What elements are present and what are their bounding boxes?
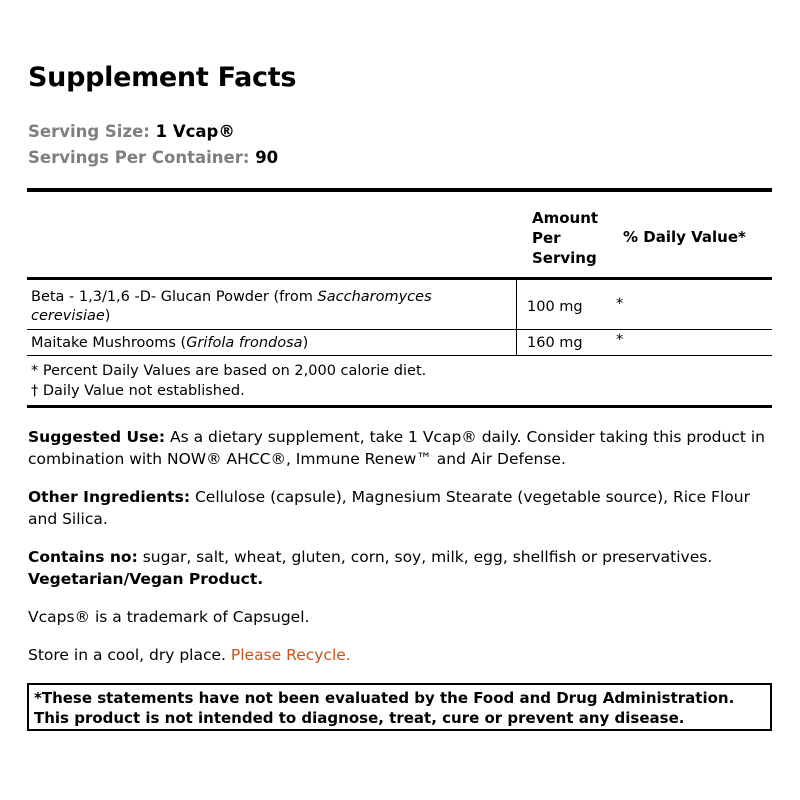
contains-no-label: Contains no: <box>28 548 138 566</box>
table-header-rule <box>27 277 772 280</box>
vegetarian-note: Vegetarian/Vegan Product. <box>28 570 264 588</box>
ingredient-name-maitake: Maitake Mushrooms (Grifola frondosa) <box>31 335 309 351</box>
page-title: Supplement Facts <box>28 62 297 93</box>
ingredient-name-beta-glucan: Beta - 1,3/1,6 -D- Glucan Powder (from Saccharomyces cerevisiae) <box>31 289 432 324</box>
suggested-use-label: Suggested Use: <box>28 428 166 446</box>
column-divider <box>516 280 517 355</box>
ingredient-amount: 160 mg <box>527 335 583 351</box>
suggested-use: Suggested Use: As a dietary supplement, take 1 Vcap® daily. Consider taking this product in combination with NOW® AHCC®, Immune Renew™ and Air Defense. <box>28 428 765 468</box>
trademark-note: Vcaps® is a trademark of Capsugel. <box>28 608 310 626</box>
disclaimer-line: This product is not intended to diagnose, treat, cure or prevent any disease. <box>34 709 685 727</box>
contains-no: Contains no: sugar, salt, wheat, gluten, corn, soy, milk, egg, shellfish or preservatives. Vegetarian/Vegan Product. <box>28 548 713 588</box>
serving-size-label: Serving Size: <box>28 122 150 141</box>
ingredient-dv: * <box>616 332 624 348</box>
fda-disclaimer-box <box>27 683 772 731</box>
table-bottom-rule <box>27 405 772 408</box>
row-divider <box>27 355 772 356</box>
header-amount-line: Per <box>532 229 561 247</box>
table-top-rule <box>27 188 772 192</box>
serving-size <box>28 122 235 141</box>
header-amount-line: Serving <box>532 249 597 267</box>
serving-size-value: 1 Vcap® <box>155 122 235 141</box>
ingredient-dv: * <box>616 296 624 312</box>
header-daily-value: % Daily Value* <box>623 228 746 246</box>
disclaimer-line: *These statements have not been evaluated by the Food and Drug Administration. <box>34 689 735 707</box>
header-amount-per-serving <box>532 208 622 268</box>
storage-note: Store in a cool, dry place. Please Recycle. <box>28 646 351 664</box>
servings-per-container-value: 90 <box>255 148 279 167</box>
recycle-note: Please Recycle. <box>230 646 351 664</box>
servings-per-container-label: Servings Per Container: <box>28 148 250 167</box>
servings-per-container <box>28 148 278 167</box>
header-amount-line: Amount <box>532 209 599 227</box>
ingredient-amount: 100 mg <box>527 299 583 315</box>
other-ingredients-label: Other Ingredients: <box>28 488 191 506</box>
footnote-percent-dv: * Percent Daily Values are based on 2,000 calorie diet. <box>31 363 427 379</box>
row-divider <box>27 329 772 330</box>
other-ingredients: Other Ingredients: Cellulose (capsule), Magnesium Stearate (vegetable source), Rice Flour and Silica. <box>28 488 750 528</box>
footnote-dagger: † Daily Value not established. <box>31 383 245 399</box>
